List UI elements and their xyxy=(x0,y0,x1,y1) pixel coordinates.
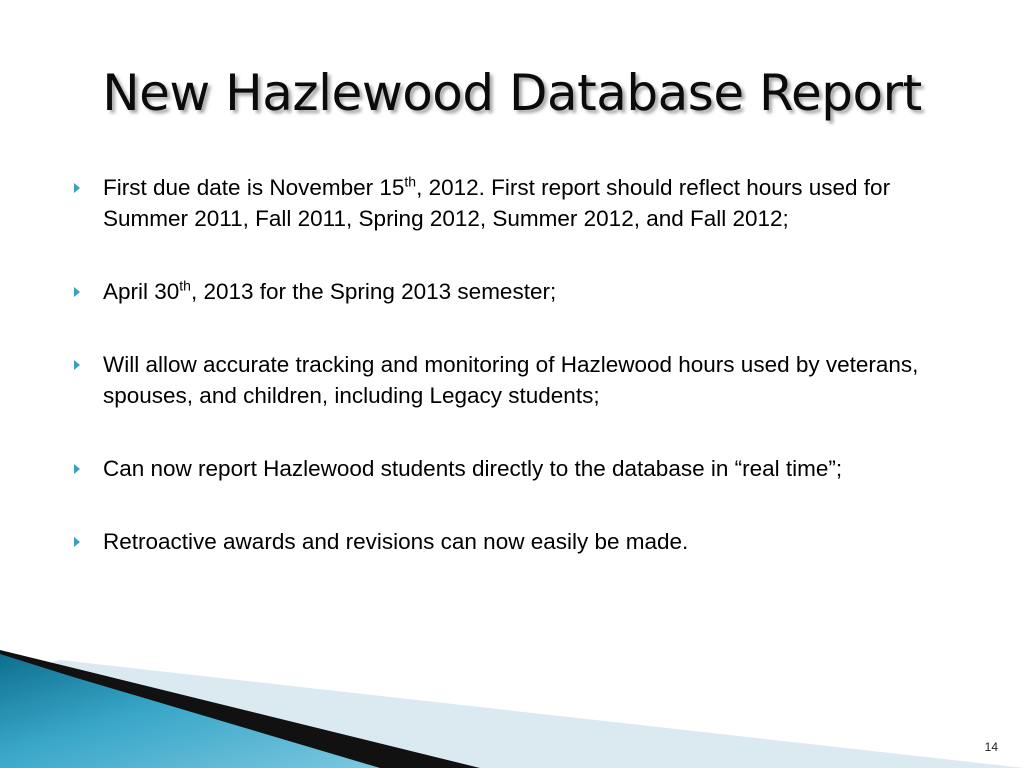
bullet-list xyxy=(70,172,970,599)
bullet-text: Will allow accurate tracking and monitoring of Hazlewood hours used by veterans, spouses, and children, including Legacy students; xyxy=(103,352,919,408)
bullet-text: April 30th, 2013 for the Spring 2013 semester; xyxy=(103,277,557,304)
slide-title: New Hazlewood Database Report xyxy=(102,64,922,122)
page-number: 14 xyxy=(984,740,998,754)
bullet-item-retroactive xyxy=(70,526,970,557)
bullet-item-tracking xyxy=(70,349,970,411)
bullet-item-due-date xyxy=(70,172,970,234)
triangle-right-icon xyxy=(74,464,80,474)
bullet-item-real-time xyxy=(70,453,970,484)
bullet-item-april xyxy=(70,276,970,307)
triangle-right-icon xyxy=(74,287,80,297)
triangle-right-icon xyxy=(74,183,80,193)
triangle-right-icon xyxy=(74,537,80,547)
triangle-right-icon xyxy=(74,360,80,370)
bullet-text: First due date is November 15th, 2012. First report should reflect hours used for Summer 2011, Fall 2011, Spring 2012, Summer 2012, and Fall 2012; xyxy=(103,173,891,231)
bullet-text: Can now report Hazlewood students directly to the database in “real time”; xyxy=(103,456,843,481)
decorative-wave xyxy=(0,620,1024,768)
bullet-text: Retroactive awards and revisions can now easily be made. xyxy=(103,529,689,554)
